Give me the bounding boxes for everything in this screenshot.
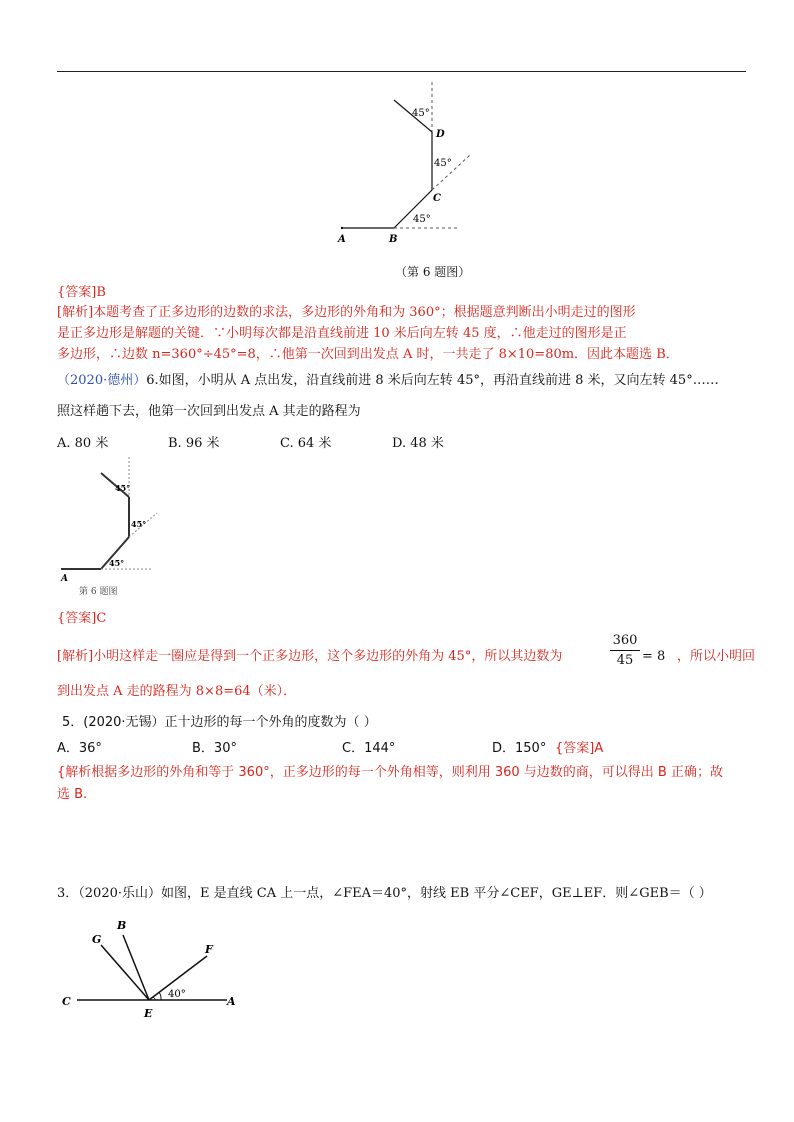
q5-stem: 5．(2020·无锡）正十边形的每一个外角的度数为（ ）: [62, 715, 377, 730]
figure-path-diagram-2: [57, 453, 167, 601]
fig3-angle-40: 40°: [168, 989, 186, 1000]
q6a-analysis-line2: 是正多边形是解题的关键．∵小明每次都是沿直线前进 10 米后向左转 45 度，∴他走过的图形是正: [57, 326, 627, 341]
q6b-source: （2020·德州）: [57, 373, 147, 388]
q5-analysis-line1: {解析根据多边形的外角和等于 360°，正多边形的每一个外角相等，则利用 360 与边数的商，可以得出 B 正确；故: [57, 765, 723, 780]
fig3-label-c: C: [62, 995, 71, 1008]
q6b-stem-text: 6.如图，小明从 A 点出发，沿直线前进 8 米后向左转 45°，再沿直线前进 8 米，又向左转 45°……: [146, 373, 719, 388]
fig1-angle-top: 45°: [412, 108, 430, 119]
q6a-answer: {答案]B: [57, 285, 106, 300]
q5-option-a: A．36°: [57, 741, 102, 756]
fig2-angle-top: 45°: [115, 483, 131, 493]
fig2-angle-mid: 45°: [131, 519, 147, 529]
q5-answer: {答案]A: [555, 741, 604, 756]
fig1-angle-mid: 45°: [434, 158, 452, 169]
q6b-option-d: D. 48 米: [392, 436, 444, 451]
figure-path-diagram-1: [330, 80, 480, 250]
q6b-option-b: B. 96 米: [168, 436, 220, 451]
fig1-label-b: B: [389, 234, 398, 245]
fig1-angle-bot: 45°: [413, 214, 431, 225]
figure-angle-diagram: [57, 913, 247, 1023]
fig1-label-a: A: [338, 234, 346, 245]
q6b-fraction: [610, 633, 640, 668]
q6b-option-a: A. 80 米: [57, 436, 109, 451]
q6b-answer: {答案]C: [57, 611, 107, 626]
q6b-stem-line1: [57, 373, 719, 389]
fig3-label-g: G: [92, 933, 102, 946]
fig1-caption: （第 6 题图）: [395, 265, 471, 279]
fig2-label-a: A: [61, 574, 68, 584]
fig1-label-d: D: [436, 129, 445, 140]
fig3-label-a: A: [227, 995, 236, 1008]
fig3-label-f: F: [205, 943, 213, 956]
q6b-analysis-line2: 到出发点 A 走的路程为 8×8=64（米）．: [57, 684, 297, 699]
q6b-fraction-result: = 8: [642, 649, 666, 664]
q5-analysis-line2: 选 B.: [57, 787, 88, 802]
q3-stem: 3．（2020·乐山）如图，E 是直线 CA 上一点，∠FEA＝40°，射线 EB 平分∠CEF，GE⊥EF．则∠GEB＝（ ）: [57, 886, 712, 901]
q5-option-b: B．30°: [192, 741, 237, 756]
fig2-caption: 第 6 题图: [79, 587, 118, 597]
q6b-analysis-pre: [解析]小明这样走一圈应是得到一个正多边形，这个多边形的外角为 45°，所以其边数为: [57, 649, 563, 664]
fraction-bar: [610, 650, 640, 651]
q5-option-c: C．144°: [342, 741, 396, 756]
q6a-analysis-line3: 多边形，∴边数 n=360°÷45°=8，∴他第一次回到出发点 A 时，一共走了 8×10=80m．因此本题选 B．: [57, 347, 679, 362]
q6b-stem-line2: 照这样趟下去，他第一次回到出发点 A 其走的路程为: [57, 404, 361, 419]
q6b-option-c: C. 64 米: [280, 436, 332, 451]
fraction-numerator: 360: [612, 633, 638, 648]
fig1-label-c: C: [433, 193, 441, 204]
fraction-denominator: 45: [616, 653, 634, 668]
q6b-analysis-post: ，所以小明回: [677, 649, 756, 664]
fig2-angle-bot: 45°: [109, 558, 125, 568]
fig3-label-e: E: [144, 1007, 153, 1020]
fig3-label-b: B: [117, 919, 127, 932]
q6a-analysis-line1: [解析]本题考查了正多边形的边数的求法，多边形的外角和为 360°；根据题意判断出小明走过的图形: [57, 305, 636, 320]
q5-option-d: D．150°: [492, 741, 547, 756]
top-rule: [57, 71, 746, 72]
